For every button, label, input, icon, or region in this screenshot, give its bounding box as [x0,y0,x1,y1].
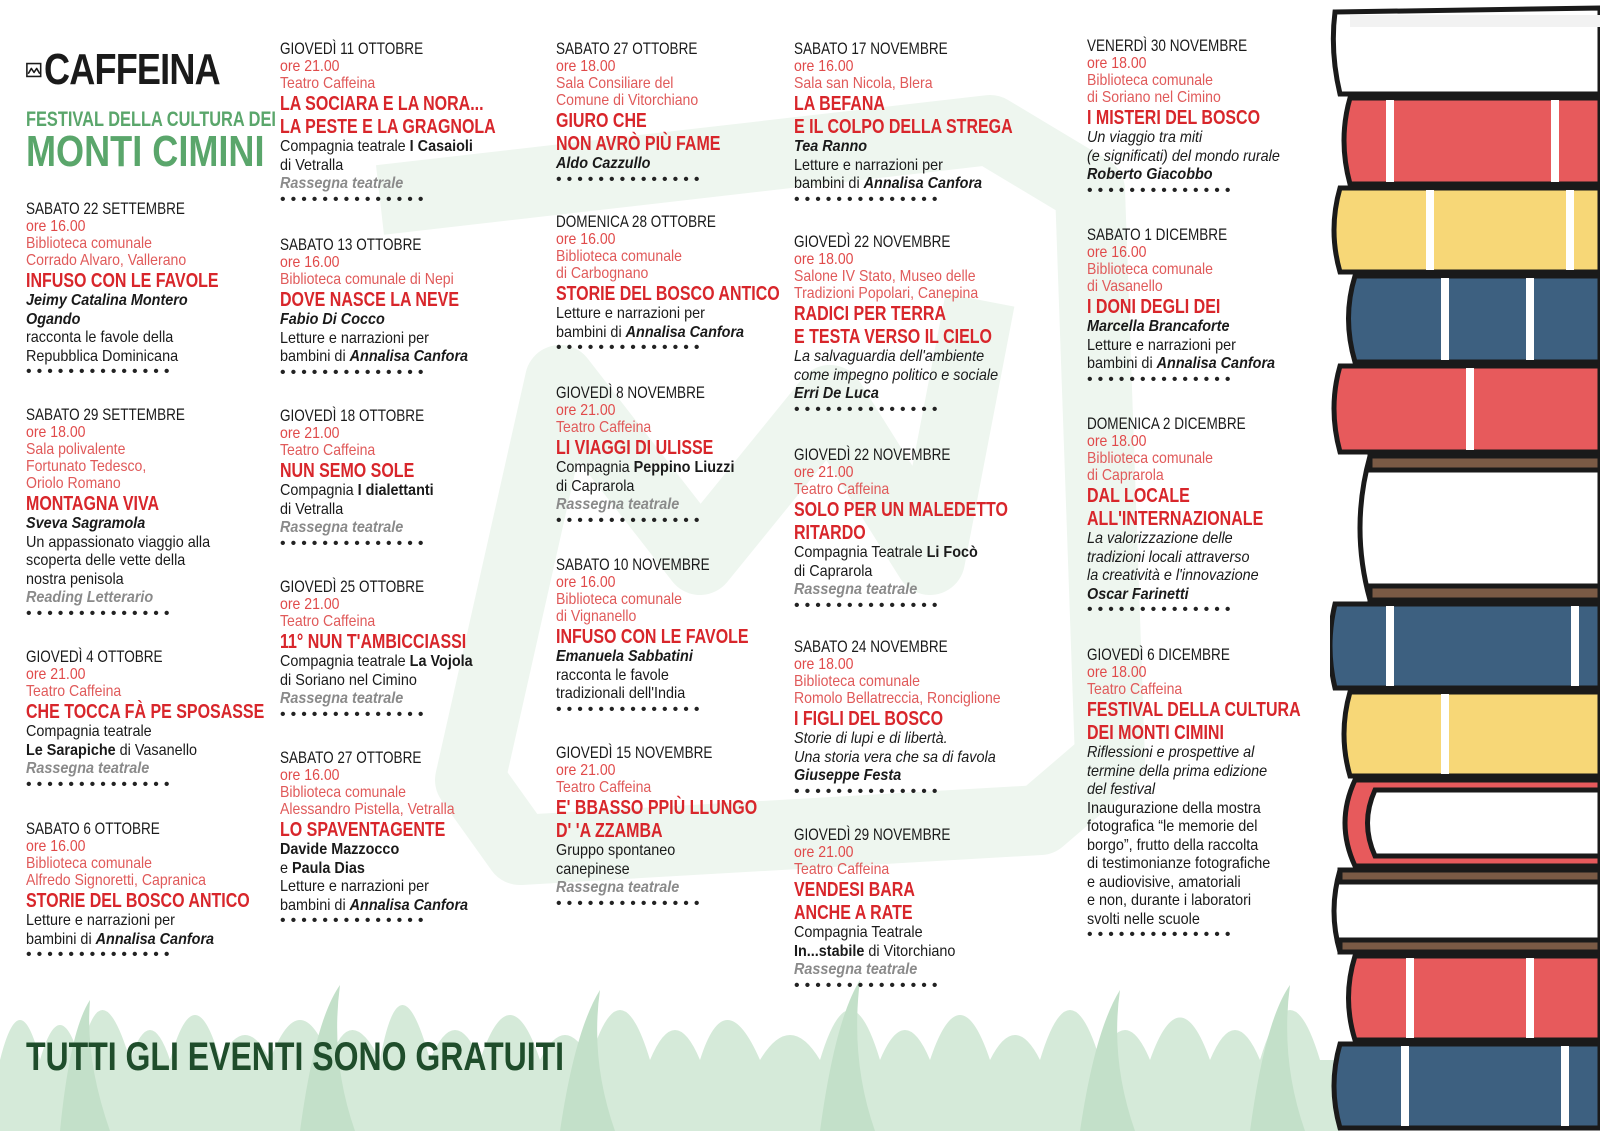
event-speaker: Erri De Luca [794,385,879,402]
event-title: FESTIVAL DELLA CULTURA [1087,699,1301,721]
event-venue: Biblioteca comunale [280,784,407,801]
event-time: ore 21.00 [556,402,616,419]
footer-free-events: TUTTI GLI EVENTI SONO GRATUITI [26,1035,565,1079]
event-speaker: Jeimy Catalina Montero [26,292,188,309]
event-description: Storie di lupi e di libertà. [794,730,948,747]
event-item [556,744,806,910]
event-item [1087,226,1337,386]
event-venue: Teatro Caffeina [556,779,652,796]
event-item [280,40,530,206]
event-time: ore 18.00 [794,251,854,268]
event-time: ore 21.00 [556,762,616,779]
brand-subtitle: FESTIVAL DELLA CULTURA DEI [26,108,276,131]
event-time: ore 16.00 [556,574,616,591]
event-speaker: Tea Ranno [794,138,868,155]
event-company: Le Sarapiche di Vasanello [26,741,198,759]
event-date: GIOVEDÌ 25 OTTOBRE [280,578,425,596]
event-description: svolti nelle scuole [1087,910,1200,928]
event-description: racconta le favole della [26,329,174,346]
event-description: e audiovisive, amatoriali [1087,873,1241,891]
event-venue: Biblioteca comunale di Nepi [280,271,454,288]
event-description: Letture e narrazioni per [280,878,429,895]
event-venue: di Soriano nel Cimino [1087,89,1221,106]
event-item [794,233,1044,416]
event-type: Rassegna teatrale [280,519,404,536]
event-time: ore 16.00 [280,767,340,784]
event-description: canepinese [556,860,630,878]
event-date: GIOVEDÌ 18 OTTOBRE [280,407,425,425]
event-title: E IL COLPO DELLA STREGA [794,116,1013,138]
event-time: ore 16.00 [26,838,86,855]
event-speaker: bambini di Annalisa Canfora [794,175,983,192]
event-venue: Sala san Nicola, Blera [794,75,933,92]
event-description: Letture e narrazioni per [1087,336,1236,354]
event-venue: Biblioteca comunale [26,855,153,872]
event-item [556,384,806,527]
event-description: termine della prima edizione [1087,762,1268,780]
event-title: GIURO CHE [556,110,647,132]
event-date: SABATO 24 NOVEMBRE [794,638,948,656]
event-description: nostra penisola [26,570,124,588]
event-type: Rassegna teatrale [556,879,680,896]
event-type: Rassegna teatrale [280,690,404,707]
event-description: del festival [1087,781,1156,798]
event-type: Rassegna teatrale [26,760,150,777]
event-divider: •••••••••••••• [1087,926,1236,943]
event-title: E TESTA VERSO IL CIELO [794,326,992,348]
event-description: Letture e narrazioni per [794,156,943,174]
event-title: NUN SEMO SOLE [280,460,415,482]
event-company: Compagnia I dialettanti [280,482,434,499]
event-time: ore 21.00 [26,666,86,683]
event-date: GIOVEDÌ 29 NOVEMBRE [794,826,951,844]
event-item [556,213,806,354]
event-title: INFUSO CON LE FAVOLE [26,270,219,292]
event-divider: •••••••••••••• [280,363,429,381]
event-description: tradizionali dell'India [556,685,686,702]
event-speaker: Ogando [26,310,81,328]
event-divider: •••••••••••••• [794,596,943,614]
event-title: ANCHE A RATE [794,902,913,924]
event-venue: Biblioteca comunale [1087,72,1214,89]
event-title: LA BEFANA [794,93,885,115]
event-description: Riflessioni e prospettive al [1087,744,1255,761]
event-venue: Teatro Caffeina [26,683,122,700]
event-description: La salvaguardia dell'ambiente [794,348,985,365]
event-speaker: Fabio Di Cocco [280,311,385,328]
event-speaker: e Paula Dias [280,859,365,877]
event-divider: •••••••••••••• [1087,601,1236,618]
event-item [26,200,276,378]
event-date: GIOVEDÌ 8 NOVEMBRE [556,384,705,402]
event-title: STORIE DEL BOSCO ANTICO [26,890,250,912]
event-venue: di Caprarola [1087,467,1164,484]
event-date: SABATO 10 NOVEMBRE [556,556,710,574]
event-divider: •••••••••••••• [280,705,429,723]
event-title: MONTAGNA VIVA [26,493,160,515]
event-venue: Biblioteca comunale [556,248,683,265]
event-time: ore 16.00 [280,254,340,271]
event-venue: Tradizioni Popolari, Canepina [794,285,979,302]
event-venue: Sala polivalente [26,441,126,458]
event-description: di Vetralla [280,500,344,518]
event-title: RADICI PER TERRA [794,303,947,325]
event-description: Un appassionato viaggio alla [26,533,211,551]
event-title: 11° NUN T'AMBICCIASSI [280,631,467,653]
event-date: VENERDÌ 30 NOVEMBRE [1087,37,1248,55]
event-time: ore 16.00 [794,58,854,75]
event-time: ore 18.00 [1087,433,1147,450]
event-description: di Soriano nel Cimino [280,671,417,689]
event-company: Compagnia Peppino Liuzzi [556,459,735,476]
event-venue: Biblioteca comunale [1087,450,1214,467]
event-description: Letture e narrazioni per [556,305,705,322]
event-item [1087,646,1337,941]
event-description: Una storia vera che sa di favola [794,748,996,766]
event-time: ore 21.00 [280,596,340,613]
event-time: ore 16.00 [556,231,616,248]
event-description: La valorizzazione delle [1087,530,1233,547]
event-date: GIOVEDÌ 4 OTTOBRE [26,648,163,666]
event-title: SOLO PER UN MALEDETTO [794,499,1008,521]
event-speaker: Marcella Brancaforte [1087,318,1230,335]
event-description: di Caprarola [556,477,635,495]
event-time: ore 16.00 [1087,244,1147,261]
event-time: ore 21.00 [794,464,854,481]
event-description: (e significati) del mondo rurale [1087,147,1280,165]
brand-title: MONTI CIMINI [26,127,265,176]
event-date: SABATO 22 SETTEMBRE [26,200,185,218]
event-speaker: Davide Mazzocco [280,841,400,858]
event-date: GIOVEDÌ 11 OTTOBRE [280,40,424,58]
event-item [794,40,1044,206]
event-time: ore 18.00 [794,656,854,673]
event-item [1087,37,1337,197]
event-description: tradizioni locali attraverso [1087,548,1250,566]
event-venue: Teatro Caffeina [1087,681,1183,698]
event-type: Rassegna teatrale [556,496,680,513]
event-item [26,648,276,791]
event-title: DOVE NASCE LA NEVE [280,289,459,311]
event-description: Un viaggio tra miti [1087,129,1203,146]
event-title: DEI MONTI CIMINI [1087,722,1224,744]
event-divider: •••••••••••••• [794,782,943,800]
event-speaker: bambini di Annalisa Canfora [556,323,745,341]
event-description: racconta le favole [556,666,669,684]
event-venue: Teatro Caffeina [794,481,890,498]
event-date: SABATO 27 OTTOBRE [556,40,698,58]
event-item [280,236,530,379]
event-description: Gruppo spontaneo [556,842,676,859]
event-time: ore 21.00 [280,425,340,442]
event-date: SABATO 17 NOVEMBRE [794,40,948,58]
event-date: SABATO 6 OTTOBRE [26,820,160,838]
event-item [794,446,1044,612]
event-venue: Corrado Alvaro, Vallerano [26,252,187,269]
event-description: Letture e narrazioni per [280,329,429,347]
event-date: GIOVEDÌ 22 NOVEMBRE [794,233,951,251]
event-speaker: Giuseppe Festa [794,767,902,784]
event-description: Compagnia teatrale [26,723,152,740]
event-divider: •••••••••••••• [280,534,429,552]
event-date: GIOVEDÌ 6 DICEMBRE [1087,646,1230,664]
event-date: DOMENICA 28 OTTOBRE [556,213,716,231]
event-company: Compagnia Teatrale Li Focò [794,544,978,561]
event-venue: Teatro Caffeina [280,442,376,459]
event-time: ore 21.00 [280,58,340,75]
event-type: Rassegna teatrale [280,175,404,192]
event-title: I FIGLI DEL BOSCO [794,708,944,730]
event-venue: Comune di Vitorchiano [556,92,699,109]
event-title: INFUSO CON LE FAVOLE [556,626,749,648]
event-title: STORIE DEL BOSCO ANTICO [556,283,780,305]
event-speaker: Roberto Giacobbo [1087,166,1213,183]
event-company: In...stabile di Vitorchiano [794,942,956,960]
event-venue: Biblioteca comunale [1087,261,1214,278]
event-title: LI VIAGGI DI ULISSE [556,437,714,459]
event-venue: di Vasanello [1087,278,1163,295]
event-item [280,749,530,927]
event-divider: •••••••••••••• [794,976,943,994]
event-date: GIOVEDÌ 15 NOVEMBRE [556,744,713,762]
event-venue: Alessandro Pistella, Vetralla [280,801,455,818]
event-title: NON AVRÒ PIÙ FAME [556,133,721,155]
event-divider: •••••••••••••• [556,700,705,718]
event-venue: Alfredo Signoretti, Capranica [26,872,207,889]
event-company: Compagnia teatrale La Vojola [280,653,473,670]
event-title: RITARDO [794,522,866,544]
event-speaker: bambini di Annalisa Canfora [26,930,215,948]
event-item [26,406,276,620]
event-venue: Teatro Caffeina [556,419,652,436]
event-item [26,820,276,961]
event-item [1087,415,1337,616]
event-date: DOMENICA 2 DICEMBRE [1087,415,1246,433]
event-date: SABATO 29 SETTEMBRE [26,406,185,424]
event-description: borgo”, frutto della raccolta [1087,836,1259,854]
event-title: LA PESTE E LA GRAGNOLA [280,116,496,138]
event-item [280,578,530,721]
event-time: ore 18.00 [1087,664,1147,681]
event-venue: di Vignanello [556,608,637,625]
event-divider: •••••••••••••• [556,170,705,188]
event-divider: •••••••••••••• [26,775,175,793]
event-time: ore 16.00 [26,218,86,235]
event-date: SABATO 1 DICEMBRE [1087,226,1228,244]
event-venue: Teatro Caffeina [280,613,376,630]
event-divider: •••••••••••••• [794,400,943,418]
event-title: I MISTERI DEL BOSCO [1087,107,1261,129]
event-description: Inaugurazione della mostra [1087,799,1261,817]
event-title: DAL LOCALE [1087,485,1190,507]
event-type: Reading Letterario [26,589,154,606]
event-venue: Biblioteca comunale [556,591,683,608]
event-description: di Caprarola [794,562,873,580]
caffeina-logo-icon [26,37,42,103]
event-time: ore 18.00 [26,424,86,441]
event-divider: •••••••••••••• [556,339,705,356]
event-date: SABATO 13 OTTOBRE [280,236,422,254]
event-divider: •••••••••••••• [26,363,175,380]
event-title: I DONI DEGLI DEI [1087,296,1221,318]
event-divider: •••••••••••••• [1087,181,1236,199]
event-divider: •••••••••••••• [26,946,175,963]
event-divider: •••••••••••••• [280,912,429,929]
event-speaker: Emanuela Sabbatini [556,648,693,665]
event-venue: Biblioteca comunale [26,235,153,252]
event-divider: •••••••••••••• [556,511,705,529]
event-item [794,826,1044,992]
event-description: la creatività e l'innovazione [1087,567,1259,584]
event-venue: Sala Consiliare del [556,75,674,92]
event-description: fotografica “le memorie del [1087,818,1258,835]
event-description: di testimonianze fotografiche [1087,855,1271,872]
event-speaker: Sveva Sagramola [26,515,146,532]
event-time: ore 18.00 [556,58,616,75]
event-description: Letture e narrazioni per [26,912,175,929]
event-speaker: Oscar Farinetti [1087,585,1189,603]
event-speaker: bambini di Annalisa Canfora [1087,355,1276,372]
event-divider: •••••••••••••• [1087,370,1236,388]
event-divider: •••••••••••••• [556,894,705,912]
event-date: SABATO 27 OTTOBRE [280,749,422,767]
festival-brand [26,36,276,176]
event-divider: •••••••••••••• [794,190,943,208]
event-title: LA SOCIARA E LA NORA... [280,93,484,115]
event-type: Rassegna teatrale [794,961,918,978]
event-item [280,407,530,550]
event-venue: di Carbognano [556,265,649,282]
event-title: LO SPAVENTAGENTE [280,819,446,841]
event-speaker: bambini di Annalisa Canfora [280,348,469,365]
event-venue: Salone IV Stato, Museo delle [794,268,976,285]
event-title: ALL'INTERNAZIONALE [1087,508,1264,530]
event-venue: Teatro Caffeina [794,861,890,878]
event-description: di Vetralla [280,156,344,174]
event-description: Compagnia Teatrale [794,924,923,941]
event-venue: Teatro Caffeina [280,75,376,92]
event-item [556,556,806,716]
event-date: GIOVEDÌ 22 NOVEMBRE [794,446,951,464]
event-speaker: bambini di Annalisa Canfora [280,896,469,914]
event-description: scoperta delle vette della [26,552,186,569]
event-venue: Fortunato Tedesco, [26,458,147,475]
event-venue: Biblioteca comunale [794,673,921,690]
event-venue: Romolo Bellatreccia, Ronciglione [794,690,1001,707]
event-description: Repubblica Dominicana [26,347,179,365]
event-item [794,638,1044,798]
event-divider: •••••••••••••• [26,604,175,622]
event-time: ore 21.00 [794,844,854,861]
event-title: E' BBASSO PPIÙ LLUNGO [556,797,758,819]
event-title: D' 'A ZZAMBA [556,820,663,842]
event-company: Compagnia teatrale I Casaioli [280,138,473,155]
event-title: CHE TOCCA FÀ PE SPOSASSE [26,701,265,723]
event-description: e non, durante i laboratori [1087,892,1252,909]
event-divider: •••••••••••••• [280,190,429,208]
event-description: come impegno politico e sociale [794,366,999,384]
brand-name: CAFFEINA [43,45,220,94]
event-time: ore 18.00 [1087,55,1147,72]
event-item [556,40,806,186]
event-speaker: Aldo Cazzullo [556,155,651,172]
event-type: Rassegna teatrale [794,581,918,598]
event-venue: Oriolo Romano [26,475,121,492]
event-title: VENDESI BARA [794,879,915,901]
